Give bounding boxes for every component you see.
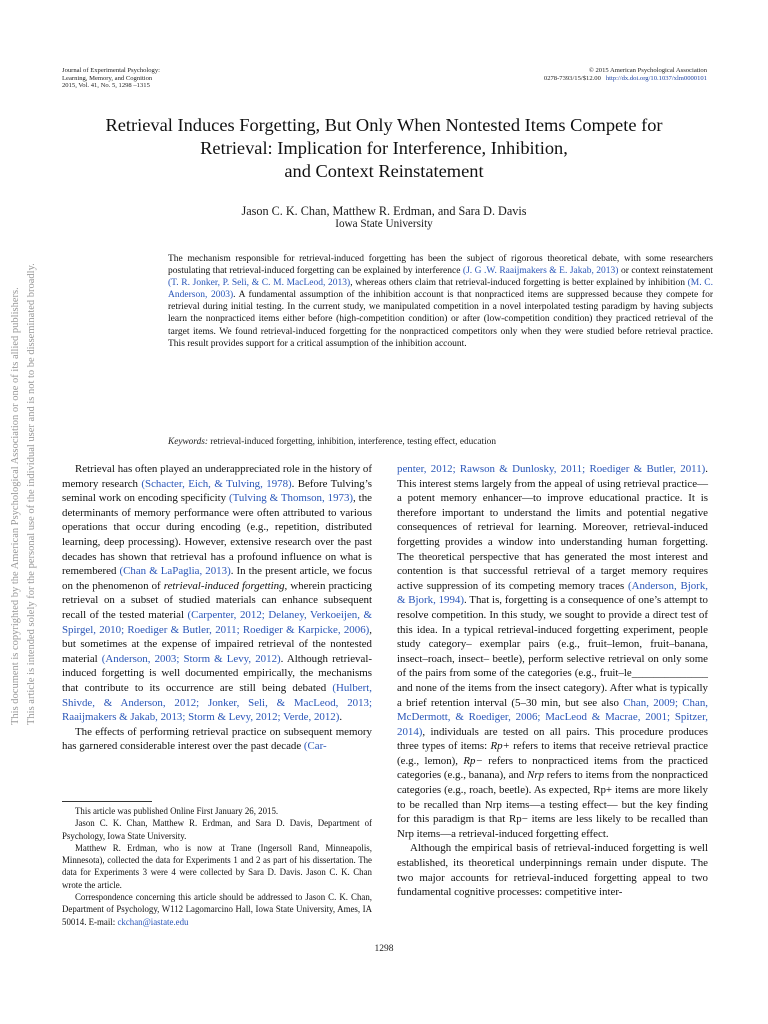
- citation-link[interactable]: (M. C. Anderson, 2003): [168, 278, 713, 301]
- keywords-label: Keywords:: [168, 437, 208, 447]
- issn: 0278-7393/15/$12.00: [543, 74, 601, 82]
- citation-link[interactable]: (Anderson, 2003; Storm & Levy, 2012): [101, 652, 281, 665]
- body-column-left: [62, 462, 372, 754]
- sidebar-line-1: This document is copyrighted by the American Psychological Association or one of its allied publishers.: [10, 287, 21, 725]
- article-title: [40, 114, 728, 183]
- term-italic: Nrp: [527, 769, 545, 782]
- page-number: 1298: [374, 944, 394, 954]
- sidebar-line-2: This article is intended solely for the personal use of the individual user and is not to be disseminated broadly.: [26, 263, 37, 725]
- affiliation: Iowa State University: [335, 218, 433, 230]
- footnote-divider: [62, 801, 152, 802]
- body-text: .: [339, 711, 343, 724]
- citation-link[interactable]: (Chan & LaPaglia, 2013): [119, 565, 231, 578]
- paragraph: [62, 462, 372, 725]
- journal-volume: 2015, Vol. 41, No. 5, 1298 –1315: [62, 82, 150, 90]
- body-text: , the determinants of memory performance were often attributed to various operations that occur during encoding (e.g., repetition, distributed learning, deep processing). However, extensive research over the past decades has shown that retrieval has a profound influence on what is remembered: [62, 492, 372, 578]
- body-text: , but sometimes at the expense of impaired retrieval of the nontested material: [62, 623, 372, 665]
- citation-link[interactable]: (Hulbert, Shivde, & Anderson, 2012; Jonker, Seli, & MacLeod, 2013; Raaijmakers & Jakab, 2013; Storm & Levy, 2012; Verde, 2012): [62, 681, 372, 724]
- title-line-1: Retrieval Induces Forgetting, But Only When Nontested Items Compete for: [105, 115, 663, 135]
- citation-link[interactable]: (Tulving & Thomson, 1973): [229, 492, 354, 505]
- copyright-info: [377, 67, 707, 82]
- citation-link[interactable]: (Schacter, Eich, & Tulving, 1978): [141, 477, 292, 490]
- body-text: The effects of performing retrieval practice on subsequent memory has garnered considerable interest over the past decade: [62, 725, 372, 753]
- title-line-3: and Context Reinstatement: [284, 161, 484, 181]
- paragraph: [62, 725, 372, 754]
- footnote: Jason C. K. Chan, Matthew R. Erdman, and Sara D. Davis, Department of Psychology, Iowa State University.: [62, 818, 372, 841]
- paragraph: Although the empirical basis of retrieval-induced forgetting is well established, its theoretical underpinnings remain under dispute. The two major accounts for retrieval-induced forgetting appeal to two fundamental cognitive processes: competitive inter-: [397, 842, 708, 899]
- abstract-text: The mechanism responsible for retrieval-induced forgetting has been the subject of rigorous theoretical debate, with some researchers postulating that retrieval-induced forgetting can be explained by interference: [168, 254, 713, 277]
- journal-subtitle: Learning, Memory, and Cognition: [62, 74, 153, 82]
- body-text: refers to items from the nonpracticed categories (e.g., roach, beetle). As expected, Rp+ items are more likely to be recalled than Nrp items—a testing effect— but the key finding for this paradigm is that Rp− items are less likely to be recalled than Nrp items—a retrieval-induced forgetting effect.: [397, 769, 708, 840]
- journal-name: Journal of Experimental Psychology:: [62, 67, 160, 74]
- term-italic: Rp−: [463, 754, 483, 767]
- abstract-text: , whereas others claim that retrieval-induced forgetting is better explained by inhibition: [350, 278, 685, 289]
- citation-link[interactable]: (T. R. Jonker, P. Seli, & C. M. MacLeod, 2013): [168, 278, 351, 289]
- term-italic: Rp+: [490, 740, 510, 753]
- doi-link[interactable]: http://dx.doi.org/10.1037/xlm0000101: [605, 74, 707, 82]
- keywords: [168, 436, 713, 448]
- body-text: , individuals are tested on all pairs. This procedure produces three types of items:: [397, 725, 708, 753]
- copyright-sidebar: [7, 263, 37, 725]
- email-link[interactable]: ckchan@iastate.edu: [117, 916, 189, 927]
- abstract: [168, 253, 713, 350]
- body-text: . In the present article, we focus on the phenomenon of: [62, 565, 372, 592]
- paragraph: [397, 462, 708, 841]
- citation-link[interactable]: (J. G .W. Raaijmakers & E. Jakab, 2013): [462, 266, 619, 277]
- citation-link[interactable]: (Car-: [303, 740, 327, 753]
- citation-link[interactable]: penter, 2012; Rawson & Dunlosky, 2011; Roediger & Butler, 2011): [397, 463, 706, 475]
- body-column-right: [397, 462, 708, 900]
- body-text: . Before Tulving’s seminal work on encoding specificity: [62, 477, 373, 505]
- body-text: , wherein practicing retrieval on a subset of studied materials can enhance subsequent recall of the tested material: [62, 579, 372, 621]
- body-text: Retrieval has often played an underappreciated role in the history of memory research: [62, 463, 372, 490]
- body-text: . That is, forgetting is a consequence of one’s attempt to resolve competition. In this study, we sought to provide a direct test of this idea. In a typical retrieval-induced forgetting experiment, people study category– exemplar pairs (e.g., fruit–lemon, fruit–banana, insect–roach, insect– beetle), perform selective retrieval on only some of the pairs from some of the categories (e.g., fruit–le______________ and none of the items from the insect category). After what is typically a brief retention interval (5–30 min, but see also: [397, 594, 708, 709]
- citation-link[interactable]: Chan, 2009; Chan, McDermott, & Roediger, 2006; MacLeod & Macrae, 2001; Spitzer, 2014): [397, 696, 708, 738]
- abstract-text: or context reinstatement: [620, 266, 713, 277]
- footnote: Matthew R. Erdman, who is now at Trane (Ingersoll Rand, Minneapolis, Minnesota), collected the data for Experiments 1 and 2 as part of his dissertation. The data for Experiments 3 were 4 were collected by Sara D. Davis. Jason C. K. Chan wrote the article.: [62, 842, 372, 890]
- footnote: This article was published Online First January 26, 2015.: [75, 806, 279, 816]
- keywords-list: retrieval-induced forgetting, inhibition, interference, testing effect, education: [207, 437, 496, 447]
- footnotes: [62, 805, 372, 928]
- body-text: refers to items that receive retrieval practice (e.g., lemon),: [397, 740, 708, 767]
- footnote-text: Correspondence concerning this article should be addressed to Jason C. K. Chan, Department of Psychology, W112 Lagomarcino Hall, Iowa State University, Ames, IA 50014. E-mail:: [62, 892, 372, 927]
- journal-info: [62, 67, 282, 90]
- footnote: [62, 891, 372, 928]
- citation-link[interactable]: (Anderson, Bjork, & Bjork, 1994): [397, 579, 708, 607]
- citation-link[interactable]: (Carpenter, 2012; Delaney, Verkoeijen, & Spirgel, 2010; Roediger & Butler, 2011; Roediger & Karpicke, 2006): [62, 608, 372, 636]
- author-list: Jason C. K. Chan, Matthew R. Erdman, and Sara D. Davis: [241, 204, 527, 218]
- issn-doi-line: [377, 75, 707, 83]
- body-text: refers to nonpracticed items from the practiced categories (e.g., banana), and: [397, 754, 708, 782]
- body-text: . Although retrieval-induced forgetting is well documented empirically, the mechanisms that contribute to its occurrence are still being debated: [62, 652, 372, 694]
- body-text: . This interest stems largely from the appeal of using retrieval practice—a potent memory enhancer—to improve educational practice. It is therefore important to understand the limits and potential negative consequences of retrieval for learning. Moreover, retrieval-induced forgetting provides a window into understanding human forgetting. The theoretical perspective that has generated the most interest and contention is that successful retrieval of a target memory requires active suppression of its competing memory traces: [397, 463, 708, 592]
- title-line-2: Retrieval: Implication for Interference, Inhibition,: [200, 138, 568, 158]
- term-italic: retrieval-induced forgetting: [163, 579, 285, 592]
- abstract-text: . A fundamental assumption of the inhibition account is that nonpracticed items are suppressed because they compete for retrieval during initial testing. In the current study, we manipulated competition in a novel interpolated testing paradigm by having subjects learn the nonpracticed items either before (high-competition condition) or after (low-competition condition) they practiced retrieval of the target items. We found retrieval-induced forgetting for the nonpracticed competitors only when they were studied before retrieval practice. This result provides support for a critical assumption of the inhibition account.: [168, 290, 713, 349]
- copyright-line: © 2015 American Psychological Association: [588, 67, 707, 74]
